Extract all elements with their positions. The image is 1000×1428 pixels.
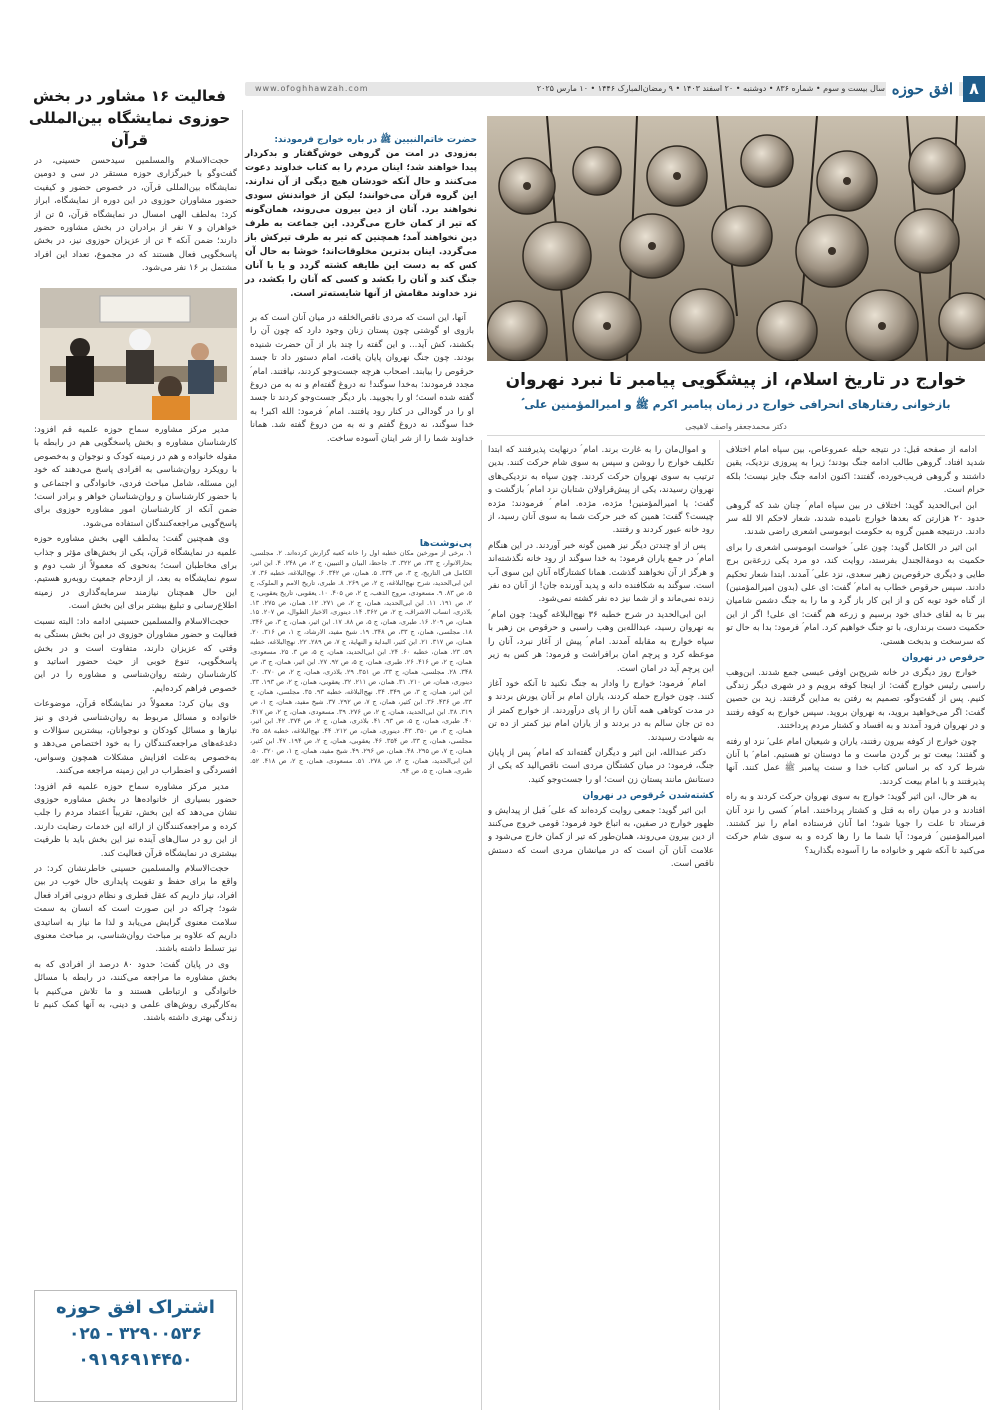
subscription-box [34, 1290, 237, 1402]
website-url[interactable]: www.ofoghhawzah.com [255, 84, 369, 93]
subscription-title: اشتراک افق حوزه [56, 1297, 215, 1318]
section-subheading: حرقوص در نهروان [901, 653, 985, 664]
paragraph: و اموال‌مان را به غارت برند. امام ؑ درنهایت پذیرفتند که ابتدا تکلیف خوارج را روشن و سپس به سوی شام حرکت کنند. بدین ترتیب به سوی نهروان حرکت کردند. چون سپاه به نزدیکی‌های نهروان رسیدند، یکی از پیش‌قراولان شتابان نزد امام ؑ بازگشت و گفت: یا امیرالمؤمنین! مژده، مژده. امام ؑ فرمودند: مژده چیست؟ گفت: همین که خبر حرکت شما به سوی آنان رسید، از رود خانه عبور کردند و رفتند. [488, 445, 714, 536]
paragraph: وی همچنین گفت: به‌لطف الهی بخش مشاوره حوزه علمیه در نمایشگاه قرآن، یکی از بخش‌های مؤثر و جذاب برای مخاطبان است؛ به‌نحوی که معمولاً از شب دوم و سوم نمایشگاه به بعد، از ازدحام جمعیت روبه‌رو هستیم. این حال همچنان نیازمند سرمایه‌گذاری در زمینه اطلاع‌رسانی و تبلیغ بیشتر برای این بخش است. [34, 534, 237, 612]
footnotes-list: ۱. برخی از مورخین مکان خطبه اول را خانه کعبه گزارش کرده‌اند. ۲. مجلسی، بحارالانوار، ج ۳۳، ص ۳۲۲. ۳. جاحظ، البیان و التبیین، ج ۲، ص ۲۴۸. ۴. ابن اثیر، الکامل فی التاریخ، ج ۳، ص ۳۳۴. ۵. همان، ص ۳۴۲. ۶. نهج‌البلاغه، خطبه ۳۶. ۷. ابن ابی‌الحدید، شرح نهج‌البلاغه، ج ۲، ص ۲۶۹. ۸. طبری، تاریخ الامم و الملوک، ج ۵، ص ۸۳. ۹. مسعودی، مروج الذهب، ج ۲، ص ۴۰۵. ۱۰. یعقوبی، تاریخ یعقوبی، ج ۲، ص ۱۹۱. ۱۱. ابن ابی‌الحدید، همان، ج ۲، ص ۲۷۱. ۱۲. همان، ص ۲۷۵. ۱۳. بلاذری، انساب الاشراف، ج ۲، ص ۳۶۲. ۱۴. دینوری، الاخبار الطوال، ص ۲۰۷. ۱۵. همان، ص ۲۰۹. ۱۶. طبری، همان، ج ۵، ص ۸۸. ۱۷. ابن اثیر، همان، ج ۳، ص ۳۴۶. ۱۸. مجلسی، همان، ج ۳۳، ص ۳۴۸. ۱۹. شیخ مفید، الارشاد، ج ۱، ص ۳۱۶. ۲۰. همان، ص ۳۱۷. ۲۱. ابن کثیر، البدایة و النهایة، ج ۷، ص ۲۸۹. ۲۲. نهج‌البلاغه، خطبه ۵۹. ۲۳. همان، خطبه ۶۰. ۲۴. ابن ابی‌الحدید، همان، ج ۵، ص ۳. ۲۵. مسعودی، همان، ج ۲، ص ۴۱۶. ۲۶. طبری، همان، ج ۵، ص ۹۲. ۲۷. ابن اثیر، همان، ج ۳، ص ۳۴۸. ۲۸. مجلسی، همان، ج ۳۳، ص ۳۵۱. ۲۹. بلاذری، همان، ج ۲، ص ۳۷۰. ۳۰. دینوری، همان، ص ۲۱۰. ۳۱. همان، ص ۲۱۱. ۳۲. یعقوبی، همان، ج ۲، ص ۱۹۳. ۳۳. ابن اثیر، همان، ج ۳، ص ۳۴۹. ۳۴. نهج‌البلاغه، خطبه ۹۳. ۳۵. مجلسی، همان، ج ۳۳، ص ۴۳۶. ۳۶. ابن کثیر، همان، ج ۷، ص ۲۹۲. ۳۷. شیخ مفید، همان، ج ۱، ص ۳۱۹. ۳۸. ابن ابی‌الحدید، همان، ج ۲، ص ۲۷۶. ۳۹. مسعودی، همان، ج ۲، ص ۴۱۷. ۴۰. طبری، همان، ج ۵، ص ۹۳. ۴۱. بلاذری، همان، ج ۲، ص ۳۷۴. ۴۲. ابن اثیر، همان، ج ۳، ص ۳۵۰. ۴۳. دینوری، همان، ص ۲۱۲. ۴۴. نهج‌البلاغه، خطبه ۵۸. ۴۵. مجلسی، همان، ج ۳۳، ص ۳۵۴. ۴۶. یعقوبی، همان، ج ۲، ص ۱۹۴. ۴۷. ابن کثیر، همان، ج ۷، ص ۲۹۵. ۴۸. همان، ص ۲۹۶. ۴۹. شیخ مفید، همان، ج ۱، ص ۳۲۰. ۵۰. ابن ابی‌الحدید، همان، ج ۲، ص ۲۷۸. ۵۱. مسعودی، همان، ج ۲، ص ۴۱۸. ۵۲. طبری، همان، ج ۵، ص ۹۴. [250, 549, 472, 775]
masthead-logo[interactable]: افق حوزه [886, 76, 959, 102]
warriors-with-shields-image [487, 116, 985, 361]
article-column-1 [726, 444, 985, 1410]
paragraph: حجت‌الاسلام والمسلمین سیدحسن حسینی، در گفت‌وگو با خبرگزاری حوزه مستقر در سی و دومین نمایشگاه بین‌المللی قرآن، در خصوص حضور و کیفیت حضور مشاوران حوزوی در این دوره از نمایشگاه، ابراز کرد: به‌لطف الهی امسال در نمایشگاه قرآن، ۵ تن از خواهران و ۷ نفر از برادران در بخش مشاوره حضور دارند؛ ضمن آنکه ۴ تن از عزیزان حوزوی نیز، در بخش پاسخگویی فعال هستند که در مجموع، تعداد این افراد مشتمل بر ۱۶ نفر می‌شود. [34, 156, 237, 274]
footnotes-section [250, 538, 472, 1379]
paragraph: حجت‌الاسلام والمسلمین حسینی ادامه داد: البته نسبت فعالیت و حضور مشاوران حوزوی در این بخش بستگی به وقتی که عزیزان دارند، متفاوت است و در بخش پاسخگویی، تنوع خوبی از حیث حضور اساتید و کارشناسان رشته روان‌شناسی و مشاوره را در این خصوص فراهم کرده‌ایم. [34, 616, 237, 694]
side-article-title: فعالیت ۱۶ مشاور در بخش حوزوی نمایشگاه بین‌المللی قرآن [28, 87, 231, 149]
article-column-2 [488, 444, 714, 1410]
paragraph: ادامه از صفحه قبل: در نتیجه حیله عمروعاص، بین سپاه امام اختلاف شدید افتاد. گروهی طالب ادامه جنگ بودند؛ زیرا به پیروزی نزدیک، یقین داشتند و گروهی فریب‌خورده، گفتند: اکنون ادامه جنگ جایز نیست؛ بلکه حرام است. [726, 445, 985, 496]
paragraph: مدیر مرکز مشاوره سماح حوزه علمیه قم افزود: کارشناسان مشاوره و بخش پاسخگویی هم در رابطه با مقوله خانواده و هم در زمینه کودک و نوجوان و به‌خصوص با رویکرد روان‌شناسی به افرادی پاسخ می‌دهند که خود این مسئله، شامل مباحث فردی، خانوادگی و اجتماعی و با حضور کارشناسان و روان‌شناسان خواهر و برادر است؛ ضمن آنکه از کارشناسان امور مشاوره حوزوی برای پاسخ‌گویی مراجعه‌کنندگان استفاده می‌شود. [34, 425, 237, 529]
paragraph: آنها، این است که مردی ناقص‌الخلقه در میان آنان است که بر بازوی او گوشتی چون پستان زنان وجود دارد که چون آن را بکشند، کش آید... و این گفته را چند بار از آن حضرت شنیده بودند. چون جنگ نهروان پایان یافت، امام دستور داد تا جسد حرقوص را بیابند. اصحاب هرچه جست‌وجو کردند، نیافتند. امام ؑ مجدد فرمودند: به‌خدا سوگند! نه دروغ گفته‌ام و نه به من دروغ گفته شده است؛ او را بجویید. بار دیگر جست‌وجو کردند تا جسد او را در گودالی در کنار رود یافتند. امام ؑ فرمود: الله اکبر! به خدا سوگند، نه دروغ گفتم و نه به من دروغ گفته شد. همانا خداوند شما را از شر اینان آسوده ساخت. [250, 313, 474, 444]
paragraph: امام ؑ فرمود: خوارج را وادار به جنگ نکنید تا آنکه خود آغاز کنند. چون خوارج حمله کردند، یاران امام بر آنان یورش بردند و در مدت کوتاهی همه آنان را از پای درآوردند. از خوارج کمتر از ده تن جان سالم به در بردند و از یاران امام نیز کمتر از ده تن به شهادت رسیدند. [488, 678, 714, 743]
quote-lead: حضرت خاتم‌النبیین ﷺ در باره خوارج فرمودند: [274, 135, 477, 145]
footnotes-title: پی‌نوشت‌ها [419, 538, 472, 549]
hadith-quote [245, 133, 477, 301]
paragraph: ابن ابی‌الحدید گوید: اختلاف در بین سپاه امام ؑ چنان شد که گروهی حدود ۲۰ هزارتن که بعدها خوارج نامیده شدند، شعار لاحکم الا لله سر دادند. درنتیجه همین گروه به حکومت ابوموسی اشعری راضی شدند. [726, 500, 985, 538]
paragraph: مدیر مرکز مشاوره سماح حوزه علمیه قم افزود: حضور بسیاری از خانواده‌ها در بخش مشاوره حوزوی نشان می‌دهد که این بخش، تقریباً اعتماد مردم را جلب کرده و مراجعه‌کنندگان از ارائه این خدمات رضایت دارند. از این رو در سال‌های آینده نیز این بخش باید با ظرفیت بیشتری در نمایشگاه قرآن فعالیت کند. [34, 781, 237, 859]
paragraph: ابن اثیر در الکامل گوید: چون علی ؑ خواست ابوموسی اشعری را برای حکمیت به دومة‌الجندل بفرستد، روایت کند، دو مرد یکی زرعة‌بن برج طایی و دیگری حرقوص‌بن زهیر سعدی، نزد علی ؑ آمدند. ابتدا شعار تحکیم دادند. سپس حرقوص خطاب به امام ؑ گفت: ای علی (بدون امیرالمؤمنین) از گناه خود توبه کن و از این کار باز گرد و ما را به جنگ دشمن شامیان ببر تا به لقای خدای خود برسیم و زرعه هم گفت: ای علی! اگر از این حکمیت دست برنداری، با تو جنگ خواهیم کرد. امام ؑ فرمود: بدا به حال تو که سرسخت و بدبخت هستی. [726, 542, 985, 647]
article-subheadline: بازخوانی رفتارهای انحرافی خوارج در زمان پیامبر اکرم ﷺ و امیرالمؤمنین علی ؑ [521, 398, 951, 411]
paragraph: خوارج روز دیگری در خانه شریح‌بن اوفی عبسی جمع شدند. ابن‌وهب راسبی رئیس خوارج گفت: از اینجا کوفه برویم و در شهری دیگر زندگی کنیم. پس از گفت‌وگو، تصمیم به رفتن به مداین گرفتند. زید بن حصین گفت: اگر می‌خواهید بروید، به نهروان بروید. سپس خوارج به کوفه رفتند و در نهروان فرود آمدند و به افساد و کشتار مردم پرداختند. [726, 667, 985, 732]
paragraph: ابن اثیر گوید: جمعی روایت کرده‌اند که علی ؑ قبل از پیدایش و ظهور خوارج در صفین، به اتباع خود فرمود: قومی خروج می‌کنند از دین بیرون می‌روند، همان‌طور که تیر از کمان خارج می‌شود و علامت آنان آن است که در میانشان مردی است که دستش ناقص است. [488, 805, 714, 870]
column-divider [242, 110, 243, 1410]
column-divider [719, 440, 720, 1410]
paragraph: وی بیان کرد: معمولاً در نمایشگاه قرآن، موضوعات خانواده و مسائل مربوط به روان‌شناسی فردی و نیز نیازها و مسائل کودکان و نوجوانان، بیشترین سؤالات و دغدغه‌های مراجعه‌کنندگان را به خود اختصاص می‌دهد و به‌خصوص به‌علت افزایش مشکلات همچون وسواس، افسردگی و اضطراب در این زمینه مراجعه می‌کنند. [34, 699, 237, 777]
column-divider [481, 440, 482, 1410]
section-subheading: کشته‌شدن حُرقوص در نهروان [582, 791, 714, 802]
paragraph: به هر حال، ابن اثیر گوید: خوارج به سوی نهروان حرکت کردند و به راه افتادند و در میان راه به قتل و کشتار پرداختند. امام ؑ کسی را نزد آنان فرستاد تا علت را جویا شود؛ اما آنان فرستاده امام را نیز کشتند. امیرالمؤمنین ؑ فرمود: آیا شما ما را رها کرده و به سوی شام حرکت می‌کنید تا آنکه شهر و خانواده ما را آسوده بگذارید؟ [726, 792, 985, 856]
paragraph: چون خوارج از کوفه بیرون رفتند، یاران و شیعیان امام علی ؑ نزد او رفته و گفتند: بیعت تو بر گردن ماست و ما دوستان تو هستیم. امام ؑ با آنان شرط کرد که بر اساس کتاب خدا و سنت پیامبر ﷺ عمل کنند. آنها پذیرفتند و با امام بیعت کردند. [726, 736, 985, 787]
paragraph: وی در پایان گفت: حدود ۸۰ درصد از افرادی که به بخش مشاوره ما مراجعه می‌کنند، در رابطه با مسائل خانوادگی و ارتباطی هستند و ما تلاش می‌کنیم با به‌کارگیری روش‌های علمی و دینی، به آنها کمک کنیم تا زندگی بهتری داشته باشند. [34, 959, 237, 1024]
paragraph: ابن ابی‌الحدید در شرح خطبه ۳۶ نهج‌البلاغه گوید: چون امام ؑ به نهروان رسید، عبدالله‌بن وهب راسبی و حرقوص بن زهیر با سپاه خوارج به مقابله آمدند. امام ؑ پیش از آغاز نبرد، آنان را موعظه کرد و پرچم امان برافراشت و فرمود: هر کس به زیر این پرچم آید در امان است. [488, 609, 714, 674]
article-column-3 [250, 312, 474, 532]
side-article-body [34, 424, 237, 1284]
paragraph: پس از او چندتن دیگر نیز همین گونه خبر آوردند. در این هنگام امام ؑ در جمع یاران فرمود: به خدا سوگند از رود خانه نگذشته‌اند و هرگز از آن نخواهند گذشت. همانا کشتارگاه آنان این سوی آب است. سوگند به شکافنده دانه و پدید آورنده جان! از آنان ده نفر زنده نمی‌ماند و از شما نیز ده نفر کشته نمی‌شود. [488, 540, 714, 605]
side-article-photo [40, 288, 237, 420]
subscription-mobile[interactable]: ۰۹۱۹۶۹۱۴۴۵۰ [78, 1350, 193, 1370]
side-article-intro [34, 155, 237, 283]
page-header [245, 76, 985, 102]
page-number: ۸ [963, 76, 985, 102]
issue-info: سال بیست و سوم • شماره ۸۳۶ • دوشنبه • ۲۰ اسفند ۱۴۰۳ • ۹ رمضان‌المبارک ۱۴۴۶ • ۱۰ مارس ۲۰۲۵ [536, 84, 885, 93]
article-photo [487, 116, 985, 361]
article-author: دکتر محمدجعفر واصف لاهیجی [487, 418, 985, 436]
article-headline: خوارج در تاریخ اسلام، از پیشگویی پیامبر تا نبرد نهروان [505, 370, 967, 390]
subscription-landline[interactable]: ۰۲۵ - ۳۲۹۰۰۵۳۶ [68, 1324, 203, 1344]
quote-text: به‌زودی در امت من گروهی خوش‌گفتار و بدکردار پیدا خواهند شد؛ اینان مردم را به کتاب خداوند دعوت می‌کنند و حال آنکه خودشان هیچ دیگی از آن ندارند. این گروه قرآن می‌خوانند؛ لیکن از خواندنش سودی نخواهند برد. آنان از دین بیرون می‌روند، همان‌گونه که تیر از کمان خارج می‌گردد. این جماعت به طرف دین نخواهند آمد؛ همچنین که تیر به طرف تیرکش باز می‌گردد. اینان بدترین مخلوقات‌اند؛ خوشا به حال آن کس که به دست این طایفه کشته گردد و یا با آنان جنگ کند و آنان را بکشد و کسی که آنان را بکشد، در نزد خداوند مقامش از آنها شایسته‌تر است. [245, 149, 477, 299]
counseling-booth-image [40, 288, 237, 420]
paragraph: حجت‌الاسلام والمسلمین حسینی خاطرنشان کرد: در واقع ما برای حفظ و تقویت پایداری حال خوب در بین افراد، نیاز داریم که عقل فطری و نظام درونی افراد فعال شود؛ چراکه در این صورت است که انسان به سمت سلامت معنوی گرایش می‌یابد و لذا ما نیاز به اساتیدی داریم که علاوه بر مباحث روان‌شناسی، بر مباحث معنوی نیز تسلط داشته باشند. [34, 864, 237, 955]
paragraph: دکتر عبدالله، ابن اثیر و دیگران گفته‌اند که امام ؑ پس از پایان جنگ، فرمود: در میان کشتگان مردی است ناقص‌الید که یکی از دستانش مانند پستان زن است؛ او را جست‌وجو کنید. [488, 747, 714, 785]
